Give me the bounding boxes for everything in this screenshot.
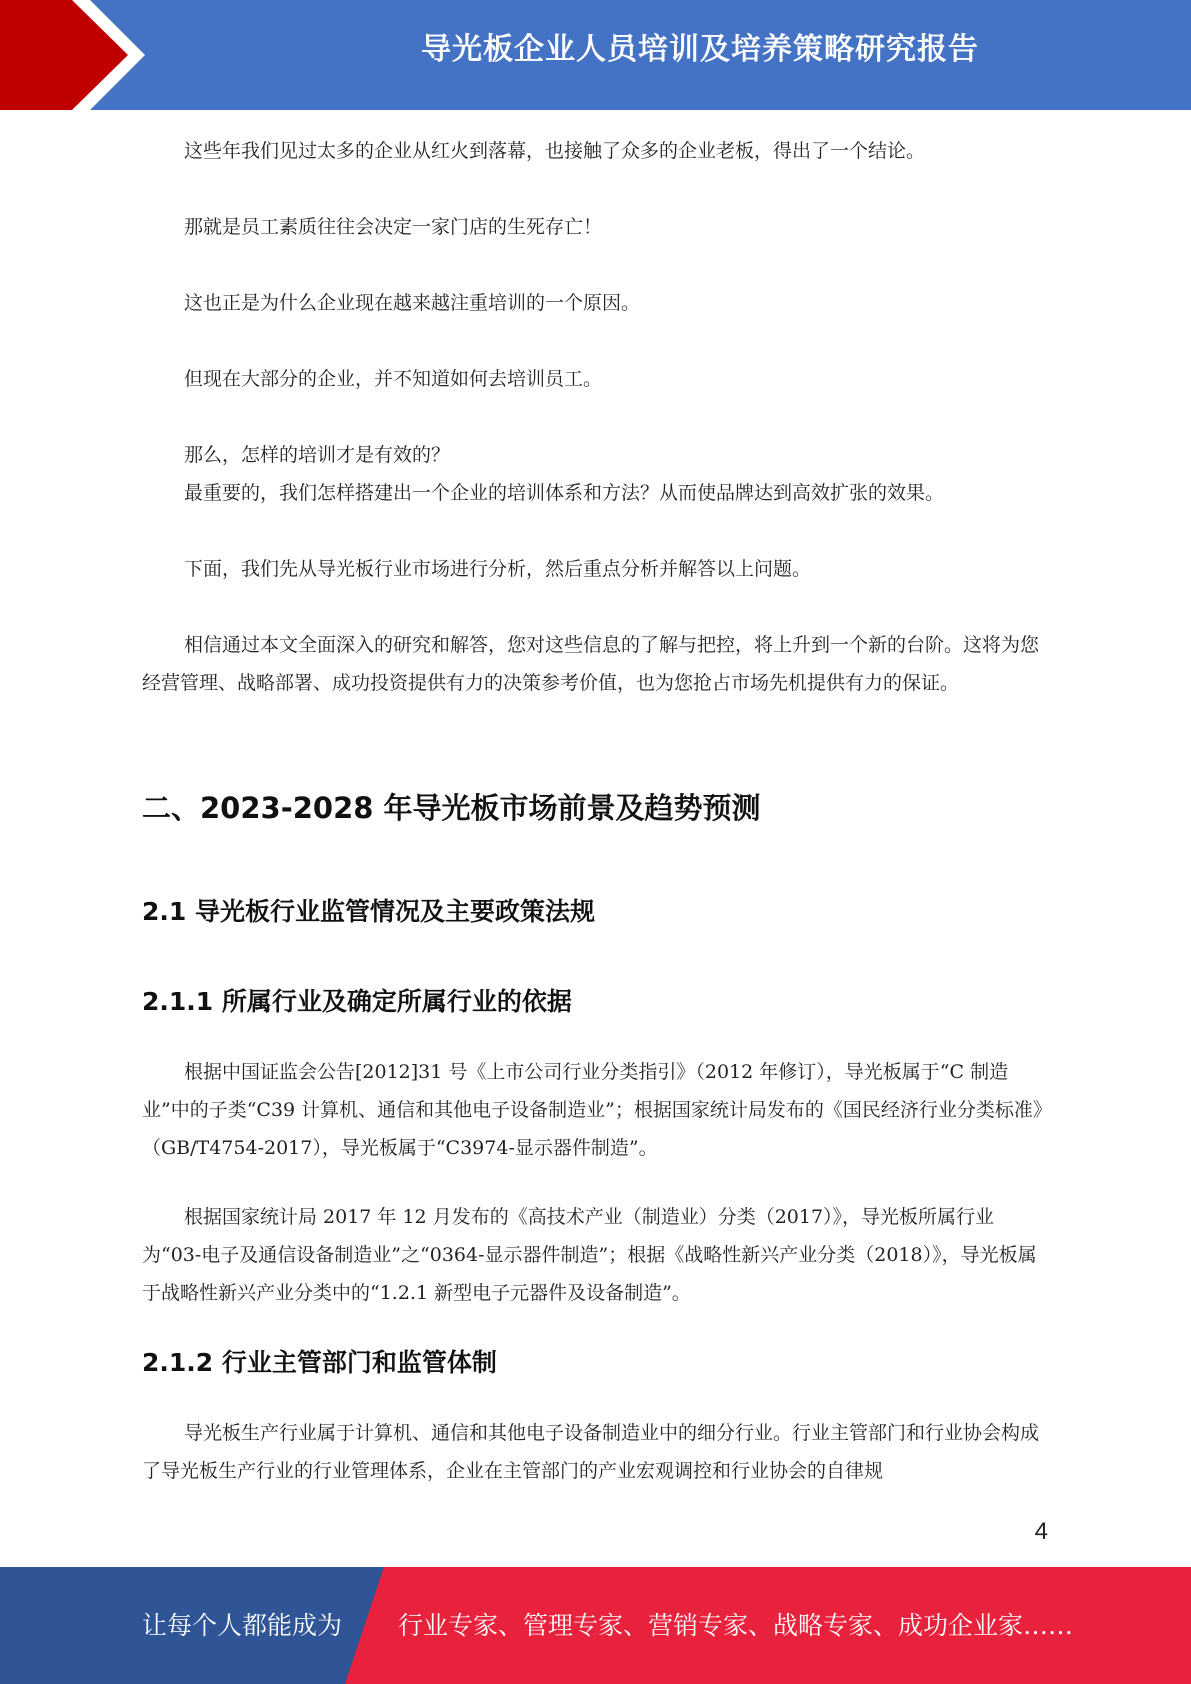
paragraph: 导光板生产行业属于计算机、通信和其他电子设备制造业中的细分行业。行业主管部门和行业协会构成了导光板生产行业的行业管理体系，企业在主管部门的产业宏观调控和行业协会的自律规 [142,1422,1040,1482]
paragraph: 但现在大部分的企业，并不知道如何去培训员工。 [184,368,603,390]
paragraph: 这也正是为什么企业现在越来越注重培训的一个原因。 [184,292,641,314]
paragraph: 下面，我们先从导光板行业市场进行分析，然后重点分析并解答以上问题。 [184,558,812,580]
paragraph: 这些年我们见过太多的企业从红火到落幕，也接触了众多的企业老板，得出了一个结论。 [184,140,926,162]
page-footer [0,1567,1191,1684]
paragraph: 最重要的，我们怎样搭建出一个企业的培训体系和方法？从而使品牌达到高效扩张的效果。 [184,482,945,504]
paragraph: 那就是员工素质往往会决定一家门店的生死存亡！ [184,216,603,238]
subsection-heading: 2.1.2 行业主管部门和监管体制 [142,1348,497,1377]
section-heading: 二、2023-2028 年导光板市场前景及趋势预测 [142,791,761,825]
paragraph: 相信通过本文全面深入的研究和解答，您对这些信息的了解与把控，将上升到一个新的台阶。这将为您经营管理、战略部署、成功投资提供有力的决策参考价值，也为您抢占市场先机提供有力的保证。 [142,634,1040,694]
report-title: 导光板企业人员培训及培养策略研究报告 [421,32,979,67]
subsection-heading: 2.1.1 所属行业及确定所属行业的依据 [142,987,572,1016]
subsection-heading: 2.1 导光板行业监管情况及主要政策法规 [142,897,595,926]
header-chevron-graphic [0,0,160,110]
footer-slogan-right: 行业专家、管理专家、营销专家、战略专家、成功企业家…… [398,1611,1074,1640]
footer-slogan-left: 让每个人都能成为 [142,1611,343,1640]
paragraph: 根据国家统计局 2017 年 12 月发布的《高技术产业（制造业）分类（2017）》，导光板所属行业为“03-电子及通信设备制造业”之“0364-显示器件制造”；根据《战略性新兴产业分类（2018）》，导光板属于战略性新兴产业分类中的“1.2.1 新型电子元器件及设备制造”。 [142,1206,1037,1304]
page-number: 4 [1034,1518,1048,1545]
paragraph: 根据中国证监会公告[2012]31 号《上市公司行业分类指引》（2012 年修订），导光板属于“C 制造业”中的子类“C39 计算机、通信和其他电子设备制造业”；根据国家统计局发布的《国民经济行业分类标准》（GB/T4754-2017），导光板属于“C3974-显示器件制造”。 [142,1061,1043,1159]
page-header [0,0,1191,110]
paragraph: 那么，怎样的培训才是有效的？ [184,444,451,466]
